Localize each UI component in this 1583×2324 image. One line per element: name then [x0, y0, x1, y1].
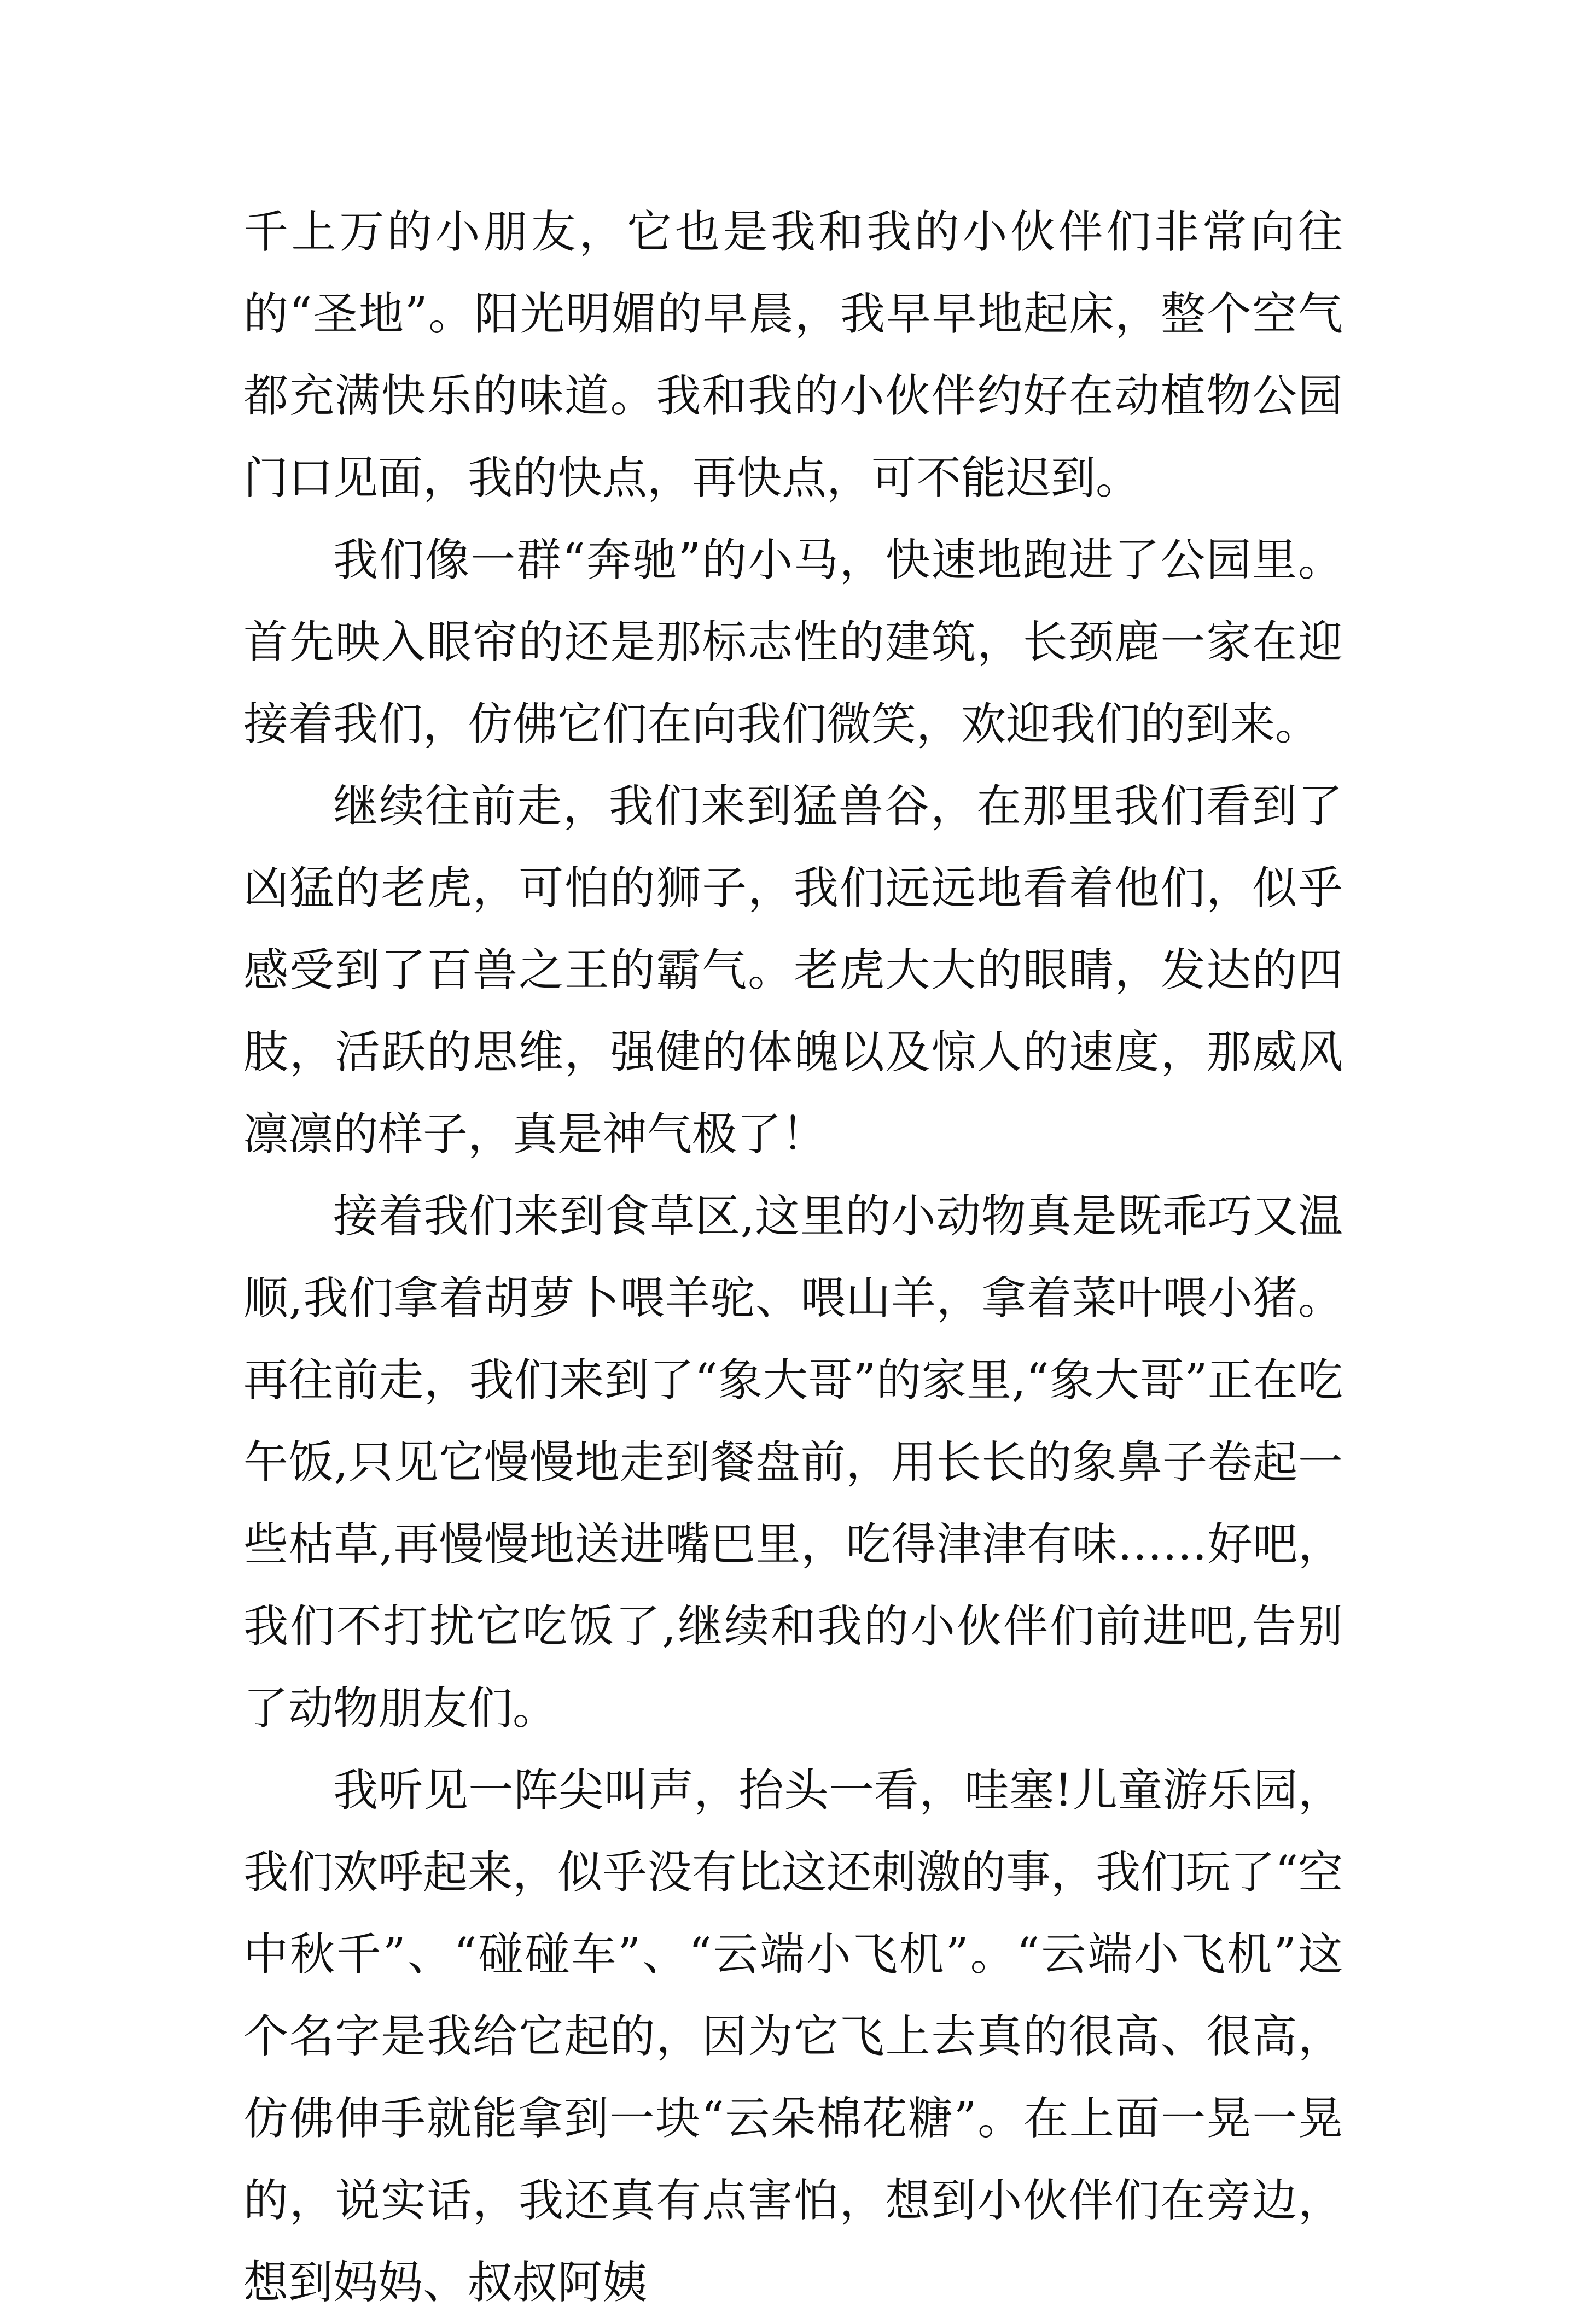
paragraph: 我们像一群“奔驰”的小马，快速地跑进了公园里。首先映入眼帘的还是那标志性的建筑，长颈鹿一家在迎接着我们，仿佛它们在向我们微笑，欢迎我们的到来。 [243, 534, 1343, 750]
body-text [243, 191, 1343, 2324]
paragraph-continued: 千上万的小朋友，它也是我和我的小伙伴们非常向往的“圣地”。阳光明媚的早晨，我早早地起床，整个空气都充满快乐的味道。我和我的小伙伴约好在动植物公园门口见面，我的快点，再快点，可不能迟到。 [243, 206, 1343, 504]
paragraph: 继续往前走，我们来到猛兽谷，在那里我们看到了凶猛的老虎，可怕的狮子，我们远远地看着他们，似乎感受到了百兽之王的霸气。老虎大大的眼睛，发达的四肢，活跃的思维，强健的体魄以及惊人的速度，那威风凛凛的样子，真是神气极了！ [243, 780, 1343, 1160]
paragraph: 我听见一阵尖叫声，抬头一看，哇塞!儿童游乐园，我们欢呼起来，似乎没有比这还刺激的事，我们玩了“空中秋千”、“碰碰车”、“云端小飞机”。“云端小飞机”这个名字是我给它起的，因为它飞上去真的很高、很高，仿佛伸手就能拿到一块“云朵棉花糖”。在上面一晃一晃的，说实话，我还真有点害怕，想到小伙伴们在旁边，想到妈妈、叔叔阿姨 [243, 1765, 1343, 2309]
paragraph: 接着我们来到食草区,这里的小动物真是既乖巧又温顺,我们拿着胡萝卜喂羊驼、喂山羊，拿着菜叶喂小猪。再往前走，我们来到了“象大哥”的家里,“象大哥”正在吃午饭,只见它慢慢地走到餐盘前，用长长的象鼻子卷起一些枯草,再慢慢地送进嘴巴里，吃得津津有味……好吧，我们不打扰它吃饭了,继续和我的小伙伴们前进吧,告别了动物朋友们。 [243, 1190, 1343, 1735]
